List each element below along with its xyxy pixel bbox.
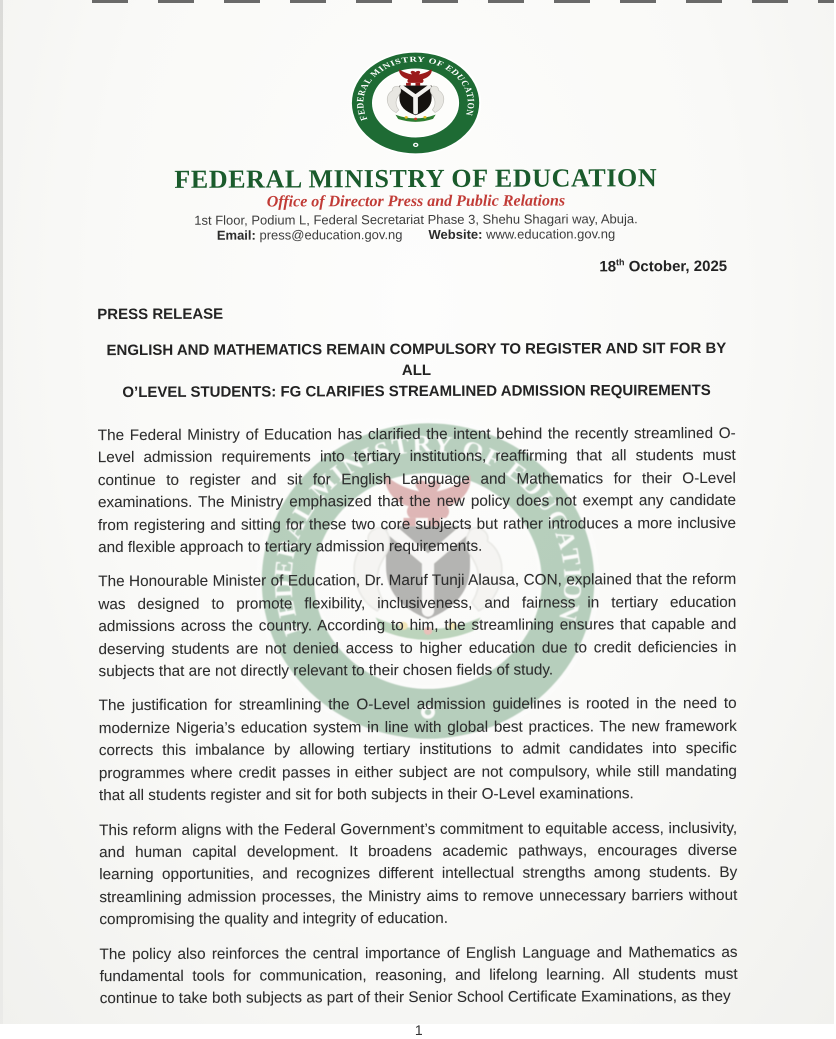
office-line: Office of Director Press and Public Relations <box>97 192 735 212</box>
document-title-line1: ENGLISH AND MATHEMATICS REMAIN COMPULSORY TO REGISTER AND SIT FOR BY ALL <box>97 338 735 382</box>
date <box>97 253 735 278</box>
press-release-label: PRESS RELEASE <box>97 304 735 324</box>
press-release-paragraph: The Federal Ministry of Education has clarified the intent behind the recently streamlined O-Level admission requirements into tertiary institutions, reaffirming that all students must continue to register and sit for English Language and Mathematics for their O-Level examinations. The Ministry emphasized that the new policy does not exempt any candidate from registering and sitting for these two core subjects but rather introduces a more inclusive and flexible approach to tertiary admission requirements. <box>98 423 736 560</box>
ministry-name: FEDERAL MINISTRY OF EDUCATION <box>97 164 735 194</box>
date-rest: October, 2025 <box>629 258 727 275</box>
press-release-paragraph: The policy also reinforces the central importance of English Language and Mathematics as fundamental tools for communication, reasoning, and lifelong learning. All students must continue to take both subjects as part of their Senior School Certificate Examinations, as they <box>99 941 737 1010</box>
contact-line <box>97 226 735 243</box>
email-value: press@education.gov.ng <box>259 227 402 242</box>
letterhead <box>96 0 735 243</box>
page-number: 1 <box>100 1021 738 1039</box>
email-label: Email: <box>217 228 256 243</box>
date-suffix: th <box>616 257 625 267</box>
body-text <box>98 423 738 1011</box>
address-line: 1st Floor, Podium L, Federal Secretariat Phase 3, Shehu Shagari way, Abuja. <box>97 211 735 228</box>
press-release-paragraph: The Honourable Minister of Education, Dr. Maruf Tunji Alausa, CON, explained that the reform was designed to promote flexibility, inclusiveness, and fairness in tertiary education admissions across the country. According to him, the streamlining ensures that capable and deserving students are not denied access to higher education due to credit deficiencies in subjects that are not directly relevant to their chosen fields of study. <box>98 569 736 683</box>
press-release-paragraph: The justification for streamlining the O-Level admission guidelines is rooted in the need to modernize Nigeria’s education system in line with global best practices. The new framework corrects this imbalance by allowing tertiary institutions to admit candidates into specific programmes where credit passes in either subject are not compulsory, while still mandating that all students register and sit for both subjects in their O-Level examinations. <box>99 693 737 807</box>
document-title-line2: O’LEVEL STUDENTS: FG CLARIFIES STREAMLINED ADMISSION REQUIREMENTS <box>98 380 736 403</box>
website-label: Website: <box>428 227 482 242</box>
document-title <box>97 338 735 403</box>
date-day: 18 <box>599 258 616 275</box>
press-release-paragraph: This reform aligns with the Federal Government’s commitment to equitable access, inclusivity, and human capital development. It broadens academic pathways, encourages diverse learning opportunities, and recognizes different intellectual strengths among students. By streamlining admission processes, the Ministry aims to remove unnecessary barriers without compromising the quality and integrity of education. <box>99 817 737 931</box>
ministry-seal-logo <box>348 50 482 156</box>
website-value: www.education.gov.ng <box>486 226 615 241</box>
